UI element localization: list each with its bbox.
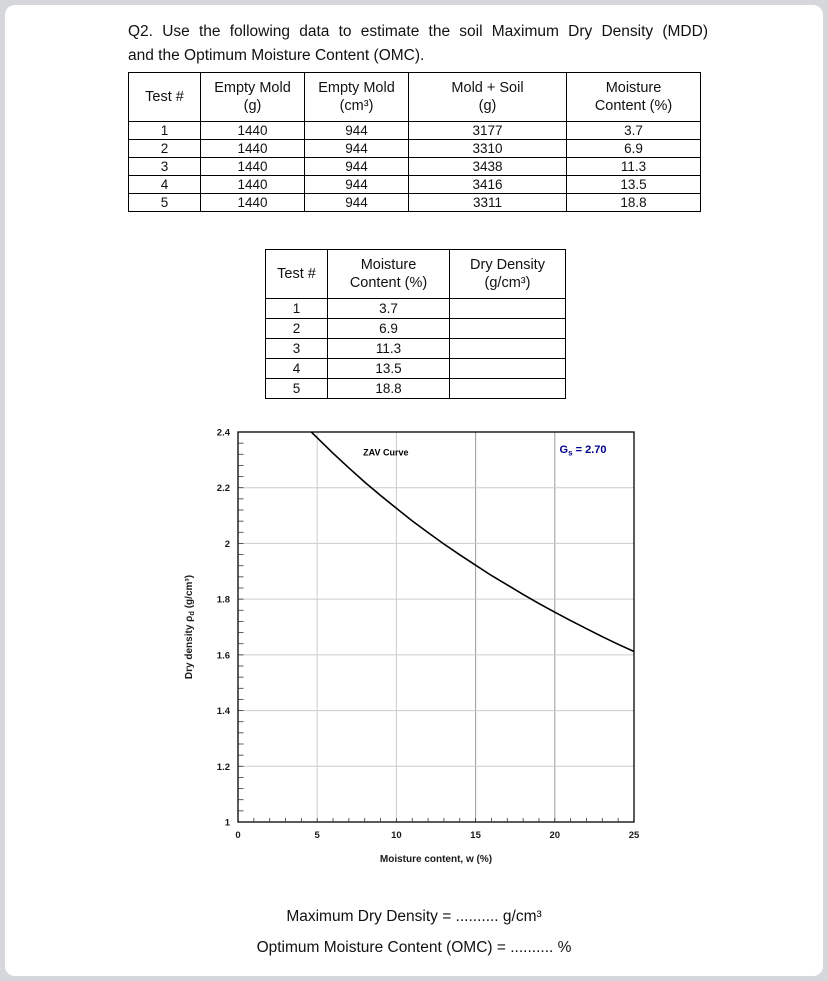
table-cell: 3.7: [328, 299, 450, 319]
zav-curve: [311, 432, 634, 652]
svg-text:1.8: 1.8: [216, 594, 230, 606]
svg-text:2: 2: [224, 538, 230, 550]
header-line: (cm³): [339, 98, 374, 114]
table-cell: 2: [266, 319, 328, 339]
table-cell: 3: [129, 158, 201, 176]
table-cell: 944: [305, 176, 409, 194]
table-cell: 1440: [201, 140, 305, 158]
compaction-chart: [178, 424, 648, 869]
svg-text:15: 15: [470, 830, 481, 841]
zav-chart-svg: [178, 424, 648, 869]
chart-minor-ticks: [238, 432, 634, 822]
svg-text:Dry density ρd (g/cm³): Dry density $\rho_d$ (g/cm³): [184, 574, 196, 680]
table-row: [266, 299, 566, 319]
col-header-empty-mold-g: [201, 73, 305, 122]
table-cell: [450, 299, 566, 319]
header-line: (g/cm³): [484, 275, 531, 291]
table-row: [129, 122, 701, 140]
svg-text:5: 5: [314, 830, 320, 841]
table-cell: 3416: [409, 176, 567, 194]
header-line: Content (%): [349, 275, 428, 291]
table-cell: 4: [266, 359, 328, 379]
table-row: [129, 194, 701, 212]
header-line: Moisture: [360, 256, 417, 273]
table-cell: 944: [305, 158, 409, 176]
table-cell: 13.5: [567, 176, 701, 194]
table-cell: 944: [305, 194, 409, 212]
chart-gridlines: [238, 432, 634, 822]
svg-text:25: 25: [628, 830, 640, 841]
table-cell: 18.8: [328, 379, 450, 399]
table-cell: 18.8: [567, 194, 701, 212]
dry-density-table: [265, 249, 566, 399]
svg-text:ZAV Curve: ZAV Curve: [363, 447, 409, 458]
chart-annotations: [363, 444, 606, 458]
chart-plot-border: [238, 432, 634, 822]
col-header-moisture-content: [567, 73, 701, 122]
header-line: Empty Mold: [214, 79, 291, 96]
table-cell: 5: [129, 194, 201, 212]
header-row: [266, 250, 566, 299]
table-cell: [450, 339, 566, 359]
header-line: Moisture: [605, 79, 662, 96]
table-cell: 4: [129, 176, 201, 194]
table-cell: 944: [305, 122, 409, 140]
table-cell: 11.3: [567, 158, 701, 176]
header-row: [129, 73, 701, 122]
svg-text:10: 10: [391, 830, 402, 841]
svg-text:Gs = 2.70: $G_s = 2.70$: [559, 443, 607, 458]
col-header-mold-plus-soil: [409, 73, 567, 122]
table-cell: 3.7: [567, 122, 701, 140]
chart-tick-labels: [217, 428, 640, 842]
table-row: [266, 359, 566, 379]
table-row: [129, 140, 701, 158]
omc-answer-line: Optimum Moisture Content (OMC) = .......... %: [256, 939, 572, 956]
mold-data-table: [128, 72, 701, 212]
svg-text:1.4: 1.4: [216, 706, 230, 718]
table-cell: 5: [266, 379, 328, 399]
col-header-test: Test #: [266, 250, 328, 299]
table-cell: 3177: [409, 122, 567, 140]
col-header-dry-density: [450, 250, 566, 299]
table-cell: 3311: [409, 194, 567, 212]
col-header-test: Test #: [129, 73, 201, 122]
header-line: Content (%): [594, 98, 673, 114]
mdd-answer-line: Maximum Dry Density = .......... g/cm³: [286, 908, 542, 925]
table-cell: [450, 319, 566, 339]
col-header-empty-mold-cm3: [305, 73, 409, 122]
question-line-1: Q2. Use the following data to estimate the soil Maximum Dry Density (MDD): [128, 23, 708, 40]
svg-text:1.2: 1.2: [216, 761, 230, 773]
svg-text:0: 0: [235, 830, 241, 841]
table-cell: 1440: [201, 176, 305, 194]
table-row: [129, 158, 701, 176]
svg-text:20: 20: [549, 830, 561, 841]
table-row: [266, 379, 566, 399]
svg-text:Moisture content, w (%): Moisture content, w (%): [379, 854, 493, 865]
table-row: [266, 319, 566, 339]
table-cell: 1440: [201, 158, 305, 176]
table-cell: 6.9: [567, 140, 701, 158]
table-cell: 13.5: [328, 359, 450, 379]
table-cell: 11.3: [328, 339, 450, 359]
table-cell: 6.9: [328, 319, 450, 339]
question-line-2: and the Optimum Moisture Content (OMC).: [128, 47, 425, 65]
table-cell: 3438: [409, 158, 567, 176]
table-row: [129, 176, 701, 194]
svg-text:2.4: 2.4: [216, 427, 230, 439]
table-cell: 3: [266, 339, 328, 359]
col-header-moisture-content: [328, 250, 450, 299]
header-line: Dry Density: [470, 256, 545, 273]
header-line: Mold + Soil: [451, 79, 524, 96]
table-cell: 2: [129, 140, 201, 158]
table-cell: 3310: [409, 140, 567, 158]
svg-text:1.6: 1.6: [216, 650, 230, 662]
table-cell: 1440: [201, 194, 305, 212]
header-line: Empty Mold: [318, 79, 395, 96]
table-cell: 1440: [201, 122, 305, 140]
table-cell: 1: [266, 299, 328, 319]
table-cell: 944: [305, 140, 409, 158]
table-cell: 1: [129, 122, 201, 140]
table-cell: [450, 359, 566, 379]
question-text: [128, 20, 708, 68]
header-line: (g): [478, 98, 497, 114]
svg-text:2.2: 2.2: [216, 483, 230, 495]
document-page: [5, 5, 823, 976]
answer-blanks: [5, 908, 823, 957]
table-cell: [450, 379, 566, 399]
table-row: [266, 339, 566, 359]
header-line: (g): [243, 98, 262, 114]
svg-text:1: 1: [224, 817, 230, 829]
